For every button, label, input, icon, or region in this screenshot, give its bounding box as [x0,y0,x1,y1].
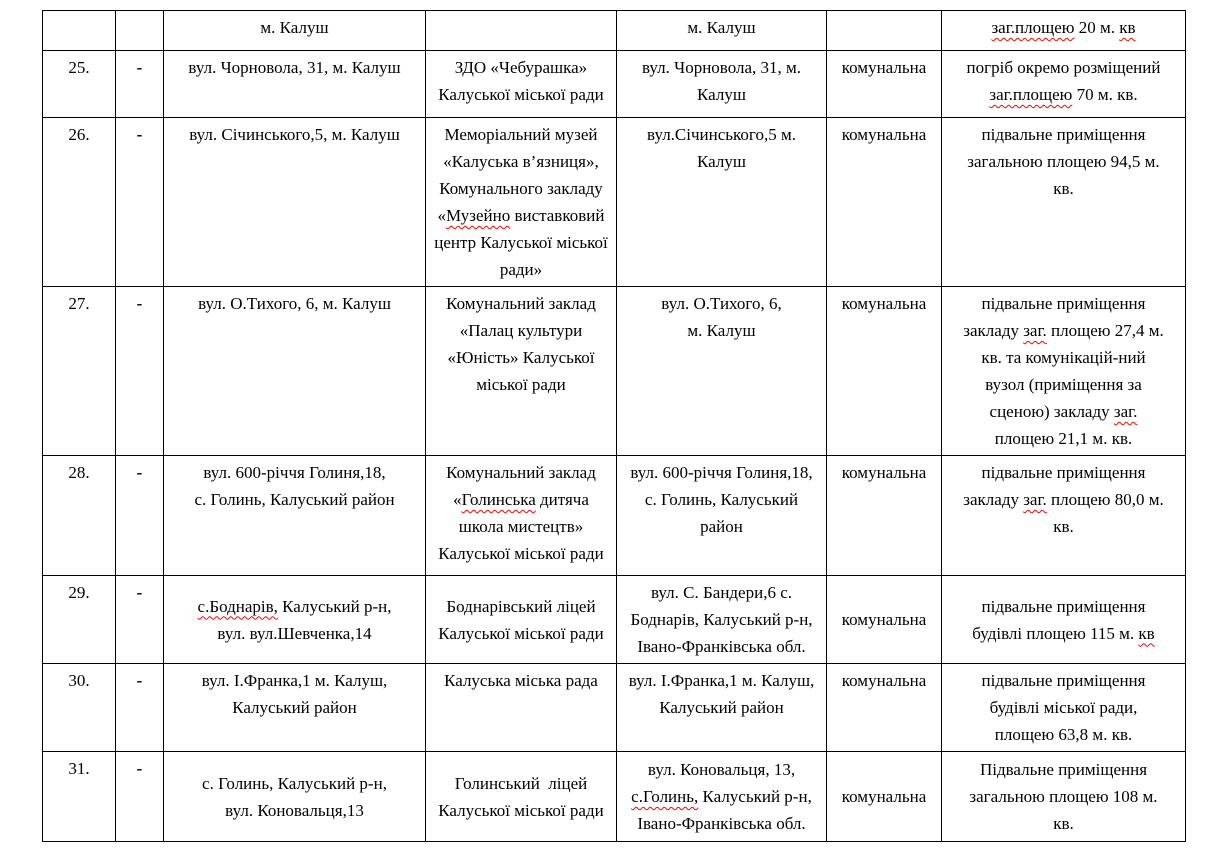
text-line [430,344,612,371]
cell-address1 [164,287,426,456]
text-segment: комунальна [841,610,927,629]
text-segment: комунальна [841,58,927,77]
text-segment: Калуш [697,152,746,171]
text-segment: підвальне приміщення [981,671,1146,690]
text-segment: кв. [1053,814,1074,833]
cell-number: 28. [43,456,116,576]
text-segment: « [437,206,447,225]
text-line [430,202,612,229]
text-line [621,290,822,317]
text-line [831,783,937,810]
text-line [168,694,421,721]
text-segment: Калуський р-н, [277,596,392,616]
text-line [621,513,822,540]
cell-description [942,287,1186,456]
table-row [43,51,1186,118]
text-segment: Калуської міської ради [438,623,604,643]
cell-number: 26. [43,118,116,287]
cell-number [43,11,116,51]
cell-address1 [164,456,426,576]
cell-ownership [827,51,942,118]
text-segment: Меморіальний музей [444,125,598,144]
text-segment: кв. [1053,179,1074,198]
text-segment: м. Калуш [687,321,756,340]
text-line [946,810,1181,837]
cell-institution [426,287,617,456]
text-segment: «Калуська в’язниця», [443,152,599,171]
cell-institution [426,51,617,118]
cell-address1 [164,118,426,287]
text-line [430,54,612,81]
text-line [946,317,1181,344]
text-line [621,459,822,486]
cell-ownership [827,752,942,842]
text-line [946,486,1181,513]
text-line [946,783,1181,810]
text-segment: м. Калуш [260,18,329,37]
text-segment: вул. Коновальця, 13, [647,760,796,779]
text-segment: Комунальний заклад [446,294,596,313]
table-row [43,456,1186,576]
text-line [946,425,1181,452]
cell-address2 [617,576,827,664]
misspelled-text: заг. [1023,490,1047,509]
text-segment: площею 80,0 м. [1046,490,1164,509]
text-line [430,486,612,513]
text-line [168,620,421,647]
text-line [430,667,612,694]
text-line [621,810,822,837]
cell-address1 [164,51,426,118]
text-line [946,14,1181,41]
misspelled-text: заг.площею [989,85,1073,104]
text-segment: Комунальний заклад [446,463,596,482]
text-line [831,459,937,486]
text-line [621,606,822,633]
text-segment: вул. С. Бандери,6 с. [650,583,792,602]
cell-institution [426,118,617,287]
table-row [43,118,1186,287]
text-line [168,14,421,41]
misspelled-text: заг.площею [991,18,1075,37]
property-table [42,10,1186,842]
property-table-body [43,11,1186,842]
table-row [43,11,1186,51]
text-segment: вул. Чорновола, 31, м. Калуш [188,58,401,77]
text-segment: загальною площею 108 м. [969,787,1158,806]
text-segment: вул. Чорновола, 31, м. [641,58,802,77]
text-line [430,229,612,256]
text-line [430,797,612,824]
text-segment: Калуської міської ради [438,800,604,820]
text-line [621,633,822,660]
cell-institution [426,11,617,51]
text-segment: вул. вул.Шевченка,14 [217,623,372,643]
text-line [168,459,421,486]
cell-institution [426,664,617,752]
text-line [946,121,1181,148]
cell-description [942,118,1186,287]
text-segment: Калуський р-н, [698,787,812,806]
text-segment: школа мистецтв» [458,517,584,536]
text-line [946,459,1181,486]
cell-ownership [827,664,942,752]
text-segment: Калуський район [232,698,357,717]
text-line [621,783,822,810]
text-segment: с. Голинь, Калуський р-н, [202,773,387,793]
text-line [430,620,612,647]
cell-dash: - [116,118,164,287]
text-segment: комунальна [841,463,927,482]
text-segment: вул. О.Тихого, 6, [661,294,782,313]
cell-address1 [164,11,426,51]
text-segment: «Юність» Калуської [447,348,595,367]
text-segment: площею 27,4 м. [1046,321,1164,340]
cell-dash [116,11,164,51]
cell-dash: - [116,456,164,576]
text-segment: комунальна [841,671,927,690]
text-segment: ЗДО «Чебурашка» [454,58,588,77]
text-segment: Івано-Франківська обл. [637,814,806,833]
text-line [430,121,612,148]
text-line [946,371,1181,398]
cell-description [942,664,1186,752]
text-segment: Калуської міської ради [438,544,604,563]
text-segment: вул. Коновальця,13 [225,800,364,820]
text-segment: « [453,490,462,509]
cell-number: 27. [43,287,116,456]
text-line [831,121,937,148]
text-line [430,540,612,567]
text-segment: Калуш [697,85,746,104]
cell-number: 25. [43,51,116,118]
text-line [430,513,612,540]
cell-ownership [827,11,942,51]
misspelled-text: Музейно [446,206,511,225]
cell-dash: - [116,287,164,456]
cell-number: 30. [43,664,116,752]
text-line [831,290,937,317]
text-segment: закладу [963,321,1024,340]
text-segment: ради» [499,260,543,279]
text-line [430,770,612,797]
cell-institution [426,456,617,576]
text-segment: Голинський ліцей [454,773,588,793]
text-segment: Калуська міська рада [444,671,598,690]
cell-dash: - [116,752,164,842]
text-segment: підвальне приміщення [981,596,1146,616]
text-segment: с. Голинь, Калуський район [194,490,395,509]
table-row [43,752,1186,842]
text-segment: вул. Січинського,5, м. Калуш [189,125,400,144]
text-segment: будівлі площею 115 м. [972,623,1139,643]
text-segment: вул. І.Франка,1 м. Калуш, [201,671,388,690]
text-segment: комунальна [841,294,927,313]
text-line [946,694,1181,721]
table-row [43,576,1186,664]
text-line [946,721,1181,748]
cell-description [942,456,1186,576]
cell-description [942,51,1186,118]
text-segment: Боднарівський ліцей [446,596,596,616]
text-line [168,797,421,824]
text-line [946,290,1181,317]
text-line [168,593,421,620]
text-segment: Боднарів, Калуський р-н, [630,610,813,629]
cell-description [942,752,1186,842]
cell-address1 [164,664,426,752]
text-line [946,54,1181,81]
text-segment: Калуський район [659,698,784,717]
misspelled-text: кв [1138,623,1155,643]
text-line [168,290,421,317]
text-line [946,398,1181,425]
text-segment: вул.Січинського,5 м. [647,125,796,144]
text-line [946,620,1181,647]
text-line [621,667,822,694]
text-segment: вул. 600-річчя Голиня,18, [630,463,813,482]
text-segment: Калуської міської ради [438,85,604,104]
text-line [831,606,937,633]
text-segment: район [700,517,743,536]
text-line [430,459,612,486]
cell-description [942,576,1186,664]
text-line [168,54,421,81]
cell-address2 [617,287,827,456]
misspelled-text: с.Голинь, [631,787,699,806]
cell-address1 [164,576,426,664]
text-segment: закладу [963,490,1024,509]
text-line [430,256,612,283]
text-line [430,593,612,620]
text-line [946,756,1181,783]
text-segment: погріб окремо розміщений [966,58,1161,77]
text-segment: підвальне приміщення [981,463,1146,482]
text-line [430,290,612,317]
misspelled-text: с.Боднарів, [197,596,278,616]
cell-address2 [617,752,827,842]
text-segment: центр Калуської міської [434,233,608,252]
text-segment: кв. та комунікацій-ний [981,348,1146,367]
text-segment: комунальна [841,125,927,144]
cell-address2 [617,664,827,752]
text-line [946,667,1181,694]
misspelled-text: кв [1119,18,1136,37]
text-line [168,486,421,513]
text-line [621,317,822,344]
text-segment: кв. [1053,517,1074,536]
text-line [168,770,421,797]
text-segment: комунальна [841,787,927,806]
text-segment: будівлі міської ради, [989,698,1138,717]
text-segment: площею 21,1 м. кв. [994,429,1133,448]
misspelled-text: Голинська [461,490,536,509]
cell-number: 31. [43,752,116,842]
cell-number: 29. [43,576,116,664]
text-line [946,81,1181,108]
text-line [946,593,1181,620]
text-line [621,694,822,721]
text-segment: вул. О.Тихого, 6, м. Калуш [198,294,391,313]
text-line [946,344,1181,371]
cell-institution [426,752,617,842]
text-segment: загальною площею 94,5 м. [967,152,1160,171]
text-line [831,667,937,694]
cell-institution [426,576,617,664]
text-segment: м. Калуш [687,18,756,37]
text-line [621,81,822,108]
text-segment: виставковий [510,206,605,225]
cell-dash: - [116,576,164,664]
text-line [946,513,1181,540]
text-line [621,756,822,783]
cell-address2 [617,51,827,118]
text-segment: підвальне приміщення [981,294,1146,313]
text-line [430,81,612,108]
text-line [168,667,421,694]
text-line [621,54,822,81]
cell-address2 [617,118,827,287]
cell-ownership [827,118,942,287]
text-segment: площею 63,8 м. кв. [994,725,1133,744]
text-segment: 20 м. [1074,18,1120,37]
cell-address2 [617,11,827,51]
text-line [621,579,822,606]
text-line [430,371,612,398]
table-row [43,664,1186,752]
text-line [621,121,822,148]
text-line [168,121,421,148]
text-segment: с. Голинь, Калуський [644,490,799,509]
text-line [430,175,612,202]
text-line [430,148,612,175]
cell-ownership [827,456,942,576]
cell-description [942,11,1186,51]
text-line [946,148,1181,175]
misspelled-text: заг. [1023,321,1047,340]
text-segment: вул. І.Франка,1 м. Калуш, [628,671,815,690]
text-line [621,14,822,41]
text-line [430,317,612,344]
cell-dash: - [116,51,164,118]
misspelled-text: заг. [1113,402,1138,421]
text-segment: Комунального закладу [439,179,603,198]
text-segment: 70 м. кв. [1072,85,1138,104]
cell-dash: - [116,664,164,752]
text-segment: міської ради [476,375,566,394]
text-segment: Івано-Франківська обл. [637,637,806,656]
text-segment: дитяча [535,490,589,509]
text-segment: «Палац культури [459,321,583,340]
cell-address2 [617,456,827,576]
text-segment: Підвальне приміщення [979,760,1148,779]
text-line [831,54,937,81]
cell-ownership [827,287,942,456]
text-line [946,175,1181,202]
text-segment: вузол (приміщення за [985,375,1142,394]
text-segment: сценою) закладу [989,402,1114,421]
text-segment: підвальне приміщення [981,125,1146,144]
text-line [621,148,822,175]
table-row [43,287,1186,456]
cell-ownership [827,576,942,664]
text-line [621,486,822,513]
cell-address1 [164,752,426,842]
text-segment: вул. 600-річчя Голиня,18, [203,463,386,482]
